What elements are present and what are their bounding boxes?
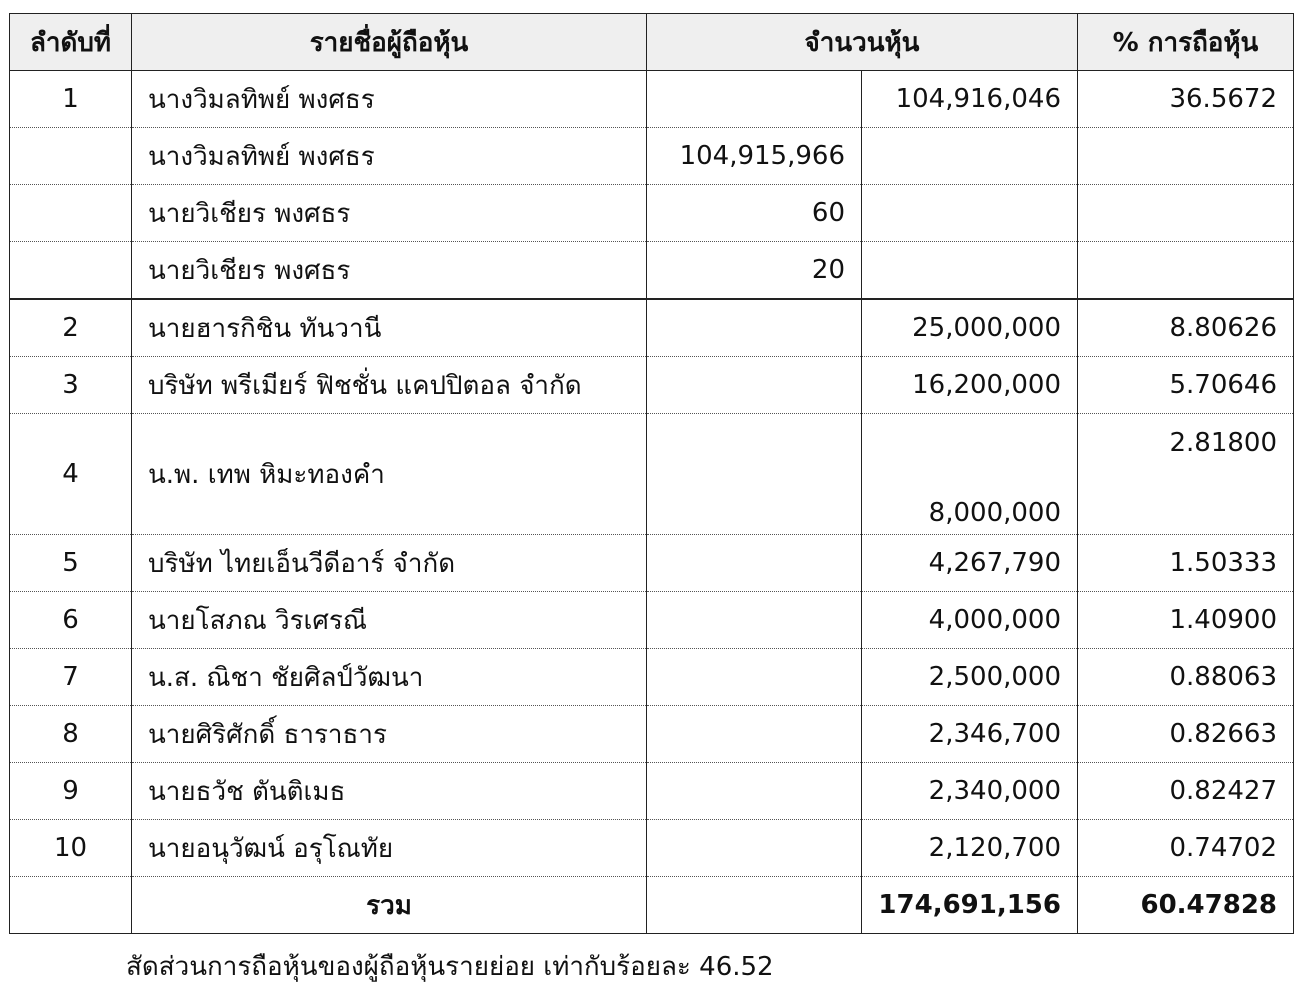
- member-shares-cell: 20: [647, 242, 862, 300]
- table-row: [10, 71, 1294, 128]
- total-shares: 174,691,156: [862, 877, 1078, 934]
- percent-cell: 2.81800: [1078, 414, 1294, 535]
- rank-cell: 1: [10, 71, 132, 128]
- table-header-row: [10, 14, 1294, 71]
- rank-cell: 7: [10, 649, 132, 706]
- sub-shares-cell: [647, 357, 862, 414]
- name-cell: นายโสภณ วิรเศรณี: [132, 592, 647, 649]
- table-row: [10, 414, 1294, 535]
- shares-cell: 2,340,000: [862, 763, 1078, 820]
- sub-shares-cell: [647, 877, 862, 934]
- member-shares-cell: 104,915,966: [647, 128, 862, 185]
- percent-cell: [1078, 242, 1294, 300]
- rank-cell: [10, 185, 132, 242]
- shares-cell: 2,500,000: [862, 649, 1078, 706]
- header-name: รายชื่อผู้ถือหุ้น: [132, 14, 647, 71]
- table-row: [10, 649, 1294, 706]
- shares-cell: [862, 128, 1078, 185]
- table-row: [10, 820, 1294, 877]
- name-cell: บริษัท พรีเมียร์ ฟิชชั่น แคปปิตอล จำกัด: [132, 357, 647, 414]
- table-row: [10, 763, 1294, 820]
- rank-cell: 2: [10, 299, 132, 357]
- header-rank: ลำดับที่: [10, 14, 132, 71]
- percent-cell: 0.88063: [1078, 649, 1294, 706]
- member-name-cell: นางวิมลทิพย์ พงศธร: [132, 128, 647, 185]
- sub-shares-cell: [647, 763, 862, 820]
- member-shares-cell: 60: [647, 185, 862, 242]
- name-cell: นางวิมลทิพย์ พงศธร: [132, 71, 647, 128]
- name-cell: น.ส. ณิชา ชัยศิลป์วัฒนา: [132, 649, 647, 706]
- rank-cell: 5: [10, 535, 132, 592]
- table-row: [10, 535, 1294, 592]
- percent-cell: 8.80626: [1078, 299, 1294, 357]
- percent-cell: 0.82427: [1078, 763, 1294, 820]
- sub-shares-cell: [647, 820, 862, 877]
- percent-cell: [1078, 128, 1294, 185]
- name-cell: นายศิริศักดิ์ ธาราธาร: [132, 706, 647, 763]
- total-percent: 60.47828: [1078, 877, 1294, 934]
- sub-shares-cell: [647, 299, 862, 357]
- sub-shares-cell: [647, 649, 862, 706]
- table-subrow: [10, 185, 1294, 242]
- member-name-cell: นายวิเชียร พงศธร: [132, 185, 647, 242]
- shares-cell: 104,916,046: [862, 71, 1078, 128]
- shares-cell: 25,000,000: [862, 299, 1078, 357]
- shares-cell: [862, 185, 1078, 242]
- table-row: [10, 299, 1294, 357]
- sub-shares-cell: [647, 535, 862, 592]
- rank-cell: 8: [10, 706, 132, 763]
- percent-cell: 36.5672: [1078, 71, 1294, 128]
- rank-cell: 6: [10, 592, 132, 649]
- rank-cell: 10: [10, 820, 132, 877]
- rank-cell: [10, 242, 132, 300]
- member-name-cell: นายวิเชียร พงศธร: [132, 242, 647, 300]
- rank-cell: 9: [10, 763, 132, 820]
- percent-cell: 1.40900: [1078, 592, 1294, 649]
- table-row: [10, 592, 1294, 649]
- table-row: [10, 357, 1294, 414]
- percent-cell: 1.50333: [1078, 535, 1294, 592]
- footnote: สัดส่วนการถือหุ้นของผู้ถือหุ้นรายย่อย เท่ากับร้อยละ 46.52: [126, 952, 774, 982]
- name-cell: บริษัท ไทยเอ็นวีดีอาร์ จำกัด: [132, 535, 647, 592]
- rank-cell: 4: [10, 414, 132, 535]
- percent-cell: 0.74702: [1078, 820, 1294, 877]
- sub-shares-cell: [647, 414, 862, 535]
- total-row: [10, 877, 1294, 934]
- shares-cell: 2,120,700: [862, 820, 1078, 877]
- rank-cell: [10, 128, 132, 185]
- header-percent: % การถือหุ้น: [1078, 14, 1294, 71]
- name-cell: นายฮารกิชิน ทันวานี: [132, 299, 647, 357]
- name-cell: นายธวัช ตันติเมธ: [132, 763, 647, 820]
- name-cell: นายอนุวัฒน์ อรุโณทัย: [132, 820, 647, 877]
- sub-shares-cell: [647, 71, 862, 128]
- shareholders-table: [9, 13, 1294, 934]
- percent-cell: 0.82663: [1078, 706, 1294, 763]
- header-shares: จำนวนหุ้น: [647, 14, 1078, 71]
- percent-cell: 5.70646: [1078, 357, 1294, 414]
- total-label: รวม: [132, 877, 647, 934]
- shares-cell: 16,200,000: [862, 357, 1078, 414]
- rank-cell: 3: [10, 357, 132, 414]
- shares-cell: 4,267,790: [862, 535, 1078, 592]
- table-subrow: [10, 128, 1294, 185]
- sub-shares-cell: [647, 706, 862, 763]
- name-cell: น.พ. เทพ หิมะทองคำ: [132, 414, 647, 535]
- table-subrow: [10, 242, 1294, 300]
- shares-cell: 8,000,000: [862, 414, 1078, 535]
- rank-cell: [10, 877, 132, 934]
- shares-cell: [862, 242, 1078, 300]
- percent-cell: [1078, 185, 1294, 242]
- shares-cell: 2,346,700: [862, 706, 1078, 763]
- sub-shares-cell: [647, 592, 862, 649]
- shares-cell: 4,000,000: [862, 592, 1078, 649]
- table-row: [10, 706, 1294, 763]
